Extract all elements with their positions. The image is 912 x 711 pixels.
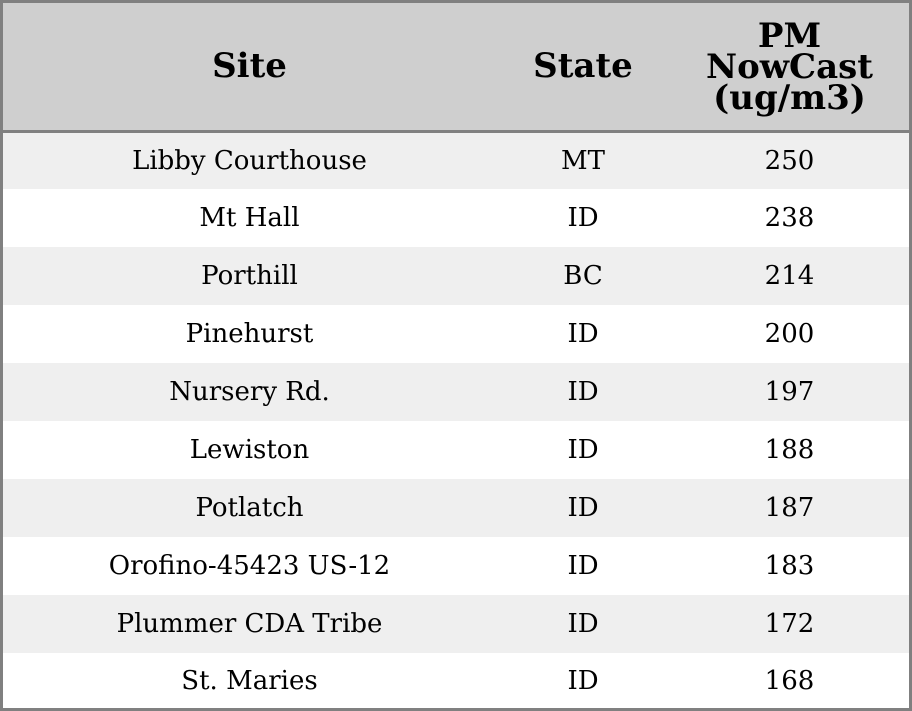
table-row — [3, 132, 909, 190]
cell-state: ID — [496, 653, 670, 709]
cell-site: Orofino-45423 US-12 — [3, 537, 496, 595]
cell-pm: 188 — [670, 421, 909, 479]
cell-state: ID — [496, 479, 670, 537]
cell-site: Lewiston — [3, 421, 496, 479]
header-state: State — [496, 3, 670, 132]
table-row — [3, 247, 909, 305]
cell-site: Plummer CDA Tribe — [3, 595, 496, 653]
table-header — [3, 3, 909, 132]
cell-site: Pinehurst — [3, 305, 496, 363]
header-pm-line-3: (ug/m3) — [713, 78, 866, 118]
table-row — [3, 189, 909, 247]
cell-state: BC — [496, 247, 670, 305]
cell-site: Nursery Rd. — [3, 363, 496, 421]
table-body — [3, 132, 909, 710]
header-pm-nowcast — [670, 3, 909, 132]
cell-site: Libby Courthouse — [3, 132, 496, 190]
header-site: Site — [3, 3, 496, 132]
table-row — [3, 653, 909, 709]
table-row — [3, 595, 909, 653]
pm-nowcast-table — [3, 3, 909, 709]
cell-state: ID — [496, 595, 670, 653]
cell-state: ID — [496, 421, 670, 479]
cell-pm: 183 — [670, 537, 909, 595]
table-row — [3, 421, 909, 479]
header-pm-line-2: NowCast — [706, 47, 873, 87]
cell-pm: 200 — [670, 305, 909, 363]
cell-state: ID — [496, 189, 670, 247]
table-row — [3, 305, 909, 363]
cell-state: MT — [496, 132, 670, 190]
header-pm-line-1: PM — [757, 16, 822, 56]
table-row — [3, 537, 909, 595]
cell-site: Potlatch — [3, 479, 496, 537]
cell-site: Porthill — [3, 247, 496, 305]
cell-state: ID — [496, 537, 670, 595]
cell-pm: 168 — [670, 653, 909, 709]
cell-site: St. Maries — [3, 653, 496, 709]
cell-state: ID — [496, 363, 670, 421]
cell-state: ID — [496, 305, 670, 363]
header-row — [3, 3, 909, 132]
cell-pm: 197 — [670, 363, 909, 421]
cell-pm: 172 — [670, 595, 909, 653]
table-row — [3, 363, 909, 421]
cell-site: Mt Hall — [3, 189, 496, 247]
cell-pm: 238 — [670, 189, 909, 247]
table-row — [3, 479, 909, 537]
cell-pm: 214 — [670, 247, 909, 305]
cell-pm: 187 — [670, 479, 909, 537]
cell-pm: 250 — [670, 132, 909, 190]
